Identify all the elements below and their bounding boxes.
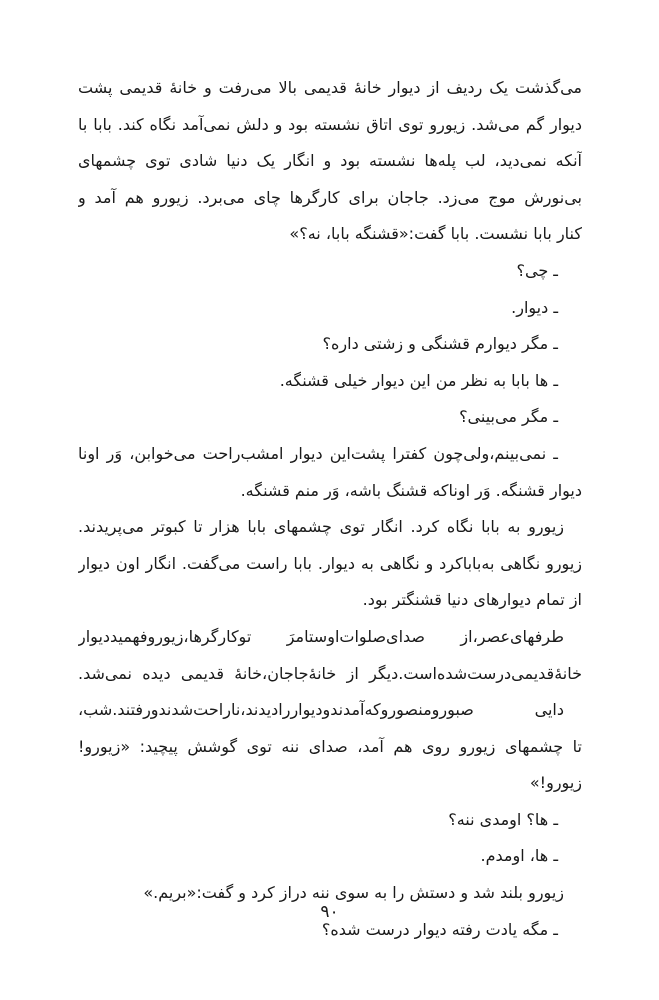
text-line: از تمام دیوارهای دنیا قشنگتر بود. xyxy=(362,590,582,610)
dialogue-line: ـ مگه یادت رفته دیوار درست شده؟ xyxy=(321,919,558,939)
text-line: آنکه نمی‌دید، لب پله‌ها نشسته بود و انگار یک دنیا شادی توی چشمهای xyxy=(78,151,582,171)
text-line: دیوار گم می‌شد. زیورو توی اتاق نشسته بود و دلش نمی‌آمد نگاه کند. بابا با xyxy=(78,114,582,134)
paragraph-start: دایی صبور‌و‌منصور‌و‌که‌آمدند‌و‌دیوار‌را‌دیدند،ناراحت‌شدند‌و‌رفتند.شب، xyxy=(78,700,564,720)
dialogue-line: ـ مگر می‌بینی؟ xyxy=(459,407,558,427)
paragraph-start: زیورو بلند شد و دستش را به سوی ننه دراز کرد و گفت:«بریم.» xyxy=(143,883,564,903)
text-line: دیوار قشنگه. وَر اوناکه قشنگ باشه، وَر منم قشنگه. xyxy=(240,480,582,500)
paragraph-start: زیورو به بابا نگاه کرد. انگار توی چشمهای بابا هزار تا کبوتر می‌پریدند. xyxy=(78,517,564,537)
dialogue-line: ـ ها بابا به نظر من این دیوار خیلی قشنگه. xyxy=(279,370,558,390)
text-line: تا چشمهای زیورو روی هم آمد، صدای ننه توی گوشش پیچید: «زیورو! xyxy=(78,736,582,756)
dialogue-line: ـ نمی‌بینم،ولی‌چون کفترا پشت‌این دیوار امشب‌راحت می‌خوابن، وَر اونا xyxy=(78,443,558,463)
dialogue-line: ـ ها؟ اومدی ننه؟ xyxy=(448,809,558,829)
text-line: زیورو نگاهی به‌باباکرد و نگاهی به دیوار. بابا راست می‌گفت. انگار اون دیوار xyxy=(78,553,582,573)
page-number: ۹۰ xyxy=(320,902,339,922)
dialogue-line: ـ چی؟ xyxy=(516,260,558,280)
dialogue-line: ـ ها، اومدم. xyxy=(480,846,558,866)
text-line: خانهٔ‌قدیمی‌درست‌شده‌است.دیگر از خانهٔ‌جاجان،خانهٔ قدیمی دیده نمی‌شد. xyxy=(78,663,582,683)
text-line: زیورو!» xyxy=(529,773,582,793)
text-line: بی‌نورش موج می‌زد. جاجان برای کارگرها چای می‌برد. زیورو هم آمد و xyxy=(78,187,582,207)
text-line: کنار بابا نشست. بابا گفت:«قشنگه بابا، نه؟» xyxy=(289,224,582,244)
dialogue-line: ـ دیوار. xyxy=(511,297,558,317)
text-line: می‌گذشت یک ردیف از دیوار خانهٔ قدیمی بالا می‌رفت و خانهٔ قدیمی پشت xyxy=(78,78,582,97)
dialogue-line: ـ مگر دیوارم قشنگی و زشتی داره؟ xyxy=(322,334,558,354)
body-text xyxy=(78,70,582,948)
paragraph-start: طرفهای‌عصر،از صدای‌صلوات‌او‌ستامرَ تو‌کارگرها،زیورو‌فهمید‌دیوار xyxy=(78,626,564,646)
